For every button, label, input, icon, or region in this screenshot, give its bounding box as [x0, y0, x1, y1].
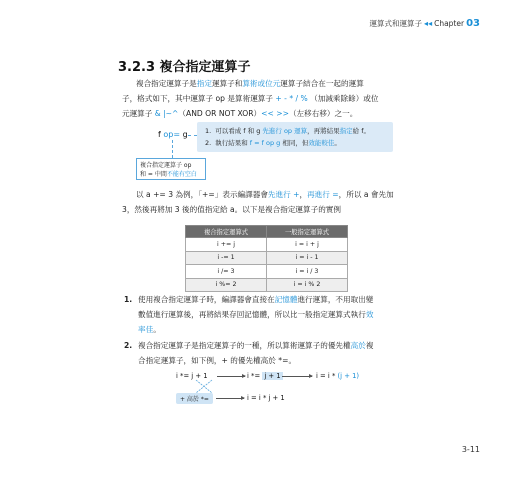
callout-item-2: 2. 執行結果和 f = f op g 相同，但效能較佳。: [205, 139, 341, 147]
callout-item-1: 1. 可以看成 f 和 g 先進行 op 運算，再將結果指定給 f。: [205, 127, 370, 135]
arrow-icon: [216, 398, 244, 399]
section-number: 3.2.3: [118, 60, 156, 75]
section-title: 複合指定運算子: [159, 60, 251, 75]
double-arrow-icon: ◂◂: [424, 19, 433, 28]
whitespace-note: 複合指定運算子 op 和 = 中間不能有空白: [136, 158, 206, 180]
intro-paragraph: [122, 76, 412, 121]
column-header: 複合指定運算式: [186, 226, 267, 238]
expression-wrong: i = i * j + 1: [247, 394, 285, 402]
connector-line: [188, 135, 197, 136]
operator-table: [185, 225, 348, 292]
example-line-2: 3，然後再將加 3 後的值指定給 a。以下是複合指定運算子的實例: [122, 205, 341, 214]
table-row: i -= 1 i = i - 1: [186, 251, 348, 265]
intro-line-3: 元運算子 & |~^（AND OR NOT XOR）<< >>（左移右移）之一。: [122, 109, 358, 118]
running-header: [370, 18, 480, 29]
column-header: 一般指定運算式: [267, 226, 348, 238]
chapter-label: Chapter: [434, 19, 465, 28]
compound-assignment-formula: f op= g: [158, 130, 188, 139]
note-connector-line: [172, 140, 173, 158]
expression-grouped: i *= j + 1: [247, 372, 281, 380]
page-number: 3-11: [461, 445, 480, 454]
chapter-number: 03: [466, 18, 480, 29]
arrow-icon: [217, 376, 245, 377]
table-row: i /= 3 i = i / 3: [186, 265, 348, 279]
arrow-icon: [282, 376, 312, 377]
list-item: 1. 使用複合指定運算子時，編譯器會直接在記憶體進行運算，不用取出變 數值進行運算後，再將結果存回記憶體，所以比一般指定運算式執行效 率佳。: [124, 295, 374, 334]
explanation-callout: [197, 122, 393, 152]
intro-line-1: 複合指定運算子是指定運算子和算術或位元運算子結合在一起的運算: [136, 79, 364, 88]
expression-original: i *= j + 1: [176, 372, 208, 380]
table-row: i %= 2 i = i % 2: [186, 278, 348, 292]
precedence-label: + 高於 *=: [176, 393, 213, 404]
table-header-row: [186, 226, 348, 238]
example-paragraph: [122, 187, 412, 217]
table-row: i += j i = i + j: [186, 238, 348, 252]
section-heading: [118, 56, 251, 75]
intro-line-2: 子，格式如下，其中運算子 op 是算術運算子 + - * / % （加減乘除餘）或位: [122, 94, 379, 103]
chapter-title: 運算式和運算子: [369, 19, 423, 28]
expression-expanded: i = i * (j + 1): [316, 372, 360, 380]
list-item: 2. 複合指定運算子是指定運算子的一種，所以算術運算子的優先權高於複 合指定運算子，如下例，+ 的優先權高於 *=。: [124, 341, 374, 365]
example-line-1: 以 a += 3 為例，「+=」表示編譯器會先進行 +，再進行 =，所以 a 會先加: [136, 190, 394, 199]
